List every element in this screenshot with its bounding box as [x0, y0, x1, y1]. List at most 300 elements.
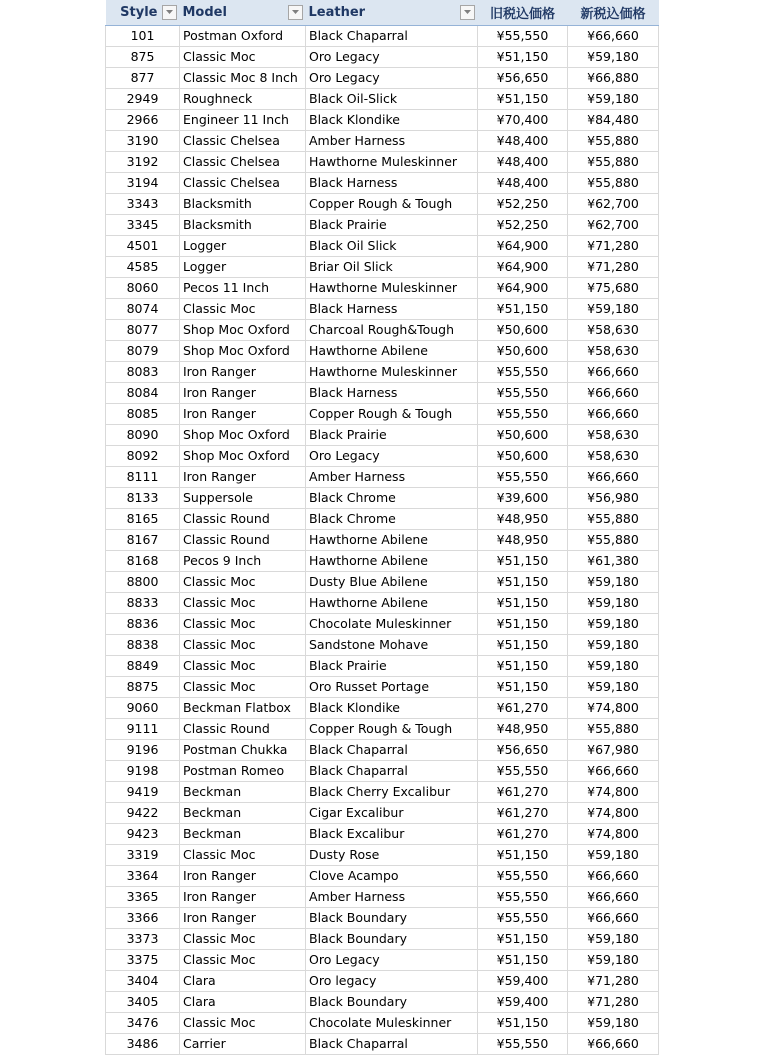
cell-new-price[interactable]: ¥71,280	[568, 256, 659, 277]
cell-leather[interactable]: Chocolate Muleskinner	[306, 1012, 478, 1033]
cell-model[interactable]: Clara	[180, 970, 306, 991]
filter-leather-button[interactable]	[460, 5, 475, 20]
table-row	[106, 529, 659, 550]
cell-model[interactable]: Classic Moc	[180, 46, 306, 67]
cell-leather[interactable]: Dusty Blue Abilene	[306, 571, 478, 592]
cell-model[interactable]: Iron Ranger	[180, 382, 306, 403]
cell-leather[interactable]: Hawthorne Abilene	[306, 529, 478, 550]
cell-new-price[interactable]: ¥66,660	[568, 865, 659, 886]
cell-old-price[interactable]: ¥61,270	[478, 823, 568, 844]
cell-style[interactable]: 9198	[106, 760, 180, 781]
cell-leather[interactable]: Briar Oil Slick	[306, 256, 478, 277]
table-row	[106, 403, 659, 424]
cell-model[interactable]: Suppersole	[180, 487, 306, 508]
cell-model[interactable]: Classic Round	[180, 508, 306, 529]
cell-model[interactable]: Roughneck	[180, 88, 306, 109]
cell-old-price[interactable]: ¥59,400	[478, 970, 568, 991]
cell-old-price[interactable]: ¥50,600	[478, 424, 568, 445]
cell-model[interactable]: Clara	[180, 991, 306, 1012]
table-row	[106, 823, 659, 844]
header-new-price-label: 新税込価格	[580, 6, 646, 22]
cell-leather[interactable]: Black Oil Slick	[306, 235, 478, 256]
cell-new-price[interactable]: ¥75,680	[568, 277, 659, 298]
cell-old-price[interactable]: ¥48,400	[478, 151, 568, 172]
cell-leather[interactable]: Dusty Rose	[306, 844, 478, 865]
cell-old-price[interactable]: ¥48,950	[478, 529, 568, 550]
cell-new-price[interactable]: ¥74,800	[568, 823, 659, 844]
cell-new-price[interactable]: ¥66,660	[568, 907, 659, 928]
cell-model[interactable]: Pecos 11 Inch	[180, 277, 306, 298]
cell-leather[interactable]: Sandstone Mohave	[306, 634, 478, 655]
cell-new-price[interactable]: ¥59,180	[568, 655, 659, 676]
cell-leather[interactable]: Clove Acampo	[306, 865, 478, 886]
cell-old-price[interactable]: ¥39,600	[478, 487, 568, 508]
table-row	[106, 508, 659, 529]
cell-model[interactable]: Classic Moc	[180, 949, 306, 970]
cell-new-price[interactable]: ¥59,180	[568, 949, 659, 970]
cell-style[interactable]: 3194	[106, 172, 180, 193]
cell-old-price[interactable]: ¥50,600	[478, 340, 568, 361]
cell-new-price[interactable]: ¥59,180	[568, 571, 659, 592]
cell-leather[interactable]: Hawthorne Muleskinner	[306, 151, 478, 172]
cell-style[interactable]: 3190	[106, 130, 180, 151]
cell-old-price[interactable]: ¥51,150	[478, 949, 568, 970]
cell-model[interactable]: Classic Moc	[180, 298, 306, 319]
cell-old-price[interactable]: ¥48,400	[478, 172, 568, 193]
cell-model[interactable]: Shop Moc Oxford	[180, 445, 306, 466]
cell-old-price[interactable]: ¥51,150	[478, 1012, 568, 1033]
cell-leather[interactable]: Cigar Excalibur	[306, 802, 478, 823]
cell-style[interactable]: 3192	[106, 151, 180, 172]
cell-old-price[interactable]: ¥51,150	[478, 592, 568, 613]
cell-model[interactable]: Beckman	[180, 802, 306, 823]
table-row	[106, 25, 659, 46]
cell-new-price[interactable]: ¥59,180	[568, 46, 659, 67]
cell-leather[interactable]: Oro Legacy	[306, 949, 478, 970]
cell-style[interactable]: 8077	[106, 319, 180, 340]
cell-model[interactable]: Engineer 11 Inch	[180, 109, 306, 130]
cell-model[interactable]: Classic Round	[180, 718, 306, 739]
cell-new-price[interactable]: ¥59,180	[568, 88, 659, 109]
cell-old-price[interactable]: ¥51,150	[478, 655, 568, 676]
dropdown-arrow-icon	[463, 9, 472, 15]
cell-leather[interactable]: Oro Legacy	[306, 46, 478, 67]
cell-leather[interactable]: Black Harness	[306, 298, 478, 319]
cell-model[interactable]: Classic Moc	[180, 844, 306, 865]
cell-new-price[interactable]: ¥59,180	[568, 592, 659, 613]
cell-new-price[interactable]: ¥66,660	[568, 760, 659, 781]
table-row	[106, 760, 659, 781]
cell-new-price[interactable]: ¥84,480	[568, 109, 659, 130]
cell-new-price[interactable]: ¥59,180	[568, 844, 659, 865]
cell-style[interactable]: 8167	[106, 529, 180, 550]
header-style	[106, 0, 180, 25]
cell-leather[interactable]: Black Harness	[306, 172, 478, 193]
cell-new-price[interactable]: ¥58,630	[568, 340, 659, 361]
cell-model[interactable]: Blacksmith	[180, 193, 306, 214]
cell-leather[interactable]: Oro Legacy	[306, 67, 478, 88]
cell-style[interactable]: 8060	[106, 277, 180, 298]
cell-new-price[interactable]: ¥71,280	[568, 235, 659, 256]
header-leather-label: Leather	[308, 4, 366, 20]
cell-model[interactable]: Classic Moc	[180, 571, 306, 592]
cell-style[interactable]: 8079	[106, 340, 180, 361]
cell-style[interactable]: 8133	[106, 487, 180, 508]
cell-old-price[interactable]: ¥55,550	[478, 865, 568, 886]
cell-new-price[interactable]: ¥62,700	[568, 193, 659, 214]
cell-leather[interactable]: Black Chaparral	[306, 739, 478, 760]
cell-model[interactable]: Pecos 9 Inch	[180, 550, 306, 571]
cell-old-price[interactable]: ¥70,400	[478, 109, 568, 130]
cell-leather[interactable]: Amber Harness	[306, 886, 478, 907]
cell-leather[interactable]: Copper Rough & Tough	[306, 403, 478, 424]
cell-old-price[interactable]: ¥55,550	[478, 361, 568, 382]
cell-new-price[interactable]: ¥55,880	[568, 529, 659, 550]
cell-new-price[interactable]: ¥66,660	[568, 25, 659, 46]
cell-new-price[interactable]: ¥71,280	[568, 970, 659, 991]
cell-model[interactable]: Iron Ranger	[180, 907, 306, 928]
header-old-price-label: 旧税込価格	[489, 6, 555, 22]
cell-style[interactable]: 3319	[106, 844, 180, 865]
cell-style[interactable]: 3476	[106, 1012, 180, 1033]
cell-style[interactable]: 4585	[106, 256, 180, 277]
cell-old-price[interactable]: ¥51,150	[478, 613, 568, 634]
cell-style[interactable]: 3486	[106, 1033, 180, 1054]
cell-old-price[interactable]: ¥51,150	[478, 844, 568, 865]
cell-new-price[interactable]: ¥66,660	[568, 361, 659, 382]
cell-style[interactable]: 3375	[106, 949, 180, 970]
cell-style[interactable]: 8111	[106, 466, 180, 487]
cell-leather[interactable]: Black Prairie	[306, 214, 478, 235]
table-row	[106, 781, 659, 802]
cell-model[interactable]: Classic Chelsea	[180, 130, 306, 151]
cell-old-price[interactable]: ¥55,550	[478, 403, 568, 424]
table-row	[106, 949, 659, 970]
cell-new-price[interactable]: ¥66,660	[568, 382, 659, 403]
cell-model[interactable]: Shop Moc Oxford	[180, 424, 306, 445]
cell-leather[interactable]: Black Boundary	[306, 907, 478, 928]
cell-old-price[interactable]: ¥61,270	[478, 802, 568, 823]
cell-new-price[interactable]: ¥59,180	[568, 1012, 659, 1033]
table-row	[106, 445, 659, 466]
cell-style[interactable]: 8084	[106, 382, 180, 403]
cell-leather[interactable]: Copper Rough & Tough	[306, 193, 478, 214]
table-row	[106, 151, 659, 172]
cell-leather[interactable]: Copper Rough & Tough	[306, 718, 478, 739]
cell-model[interactable]: Iron Ranger	[180, 403, 306, 424]
cell-style[interactable]: 4501	[106, 235, 180, 256]
cell-old-price[interactable]: ¥51,150	[478, 928, 568, 949]
cell-leather[interactable]: Charcoal Rough&Tough	[306, 319, 478, 340]
cell-new-price[interactable]: ¥74,800	[568, 802, 659, 823]
table-row	[106, 361, 659, 382]
table-row	[106, 67, 659, 88]
cell-old-price[interactable]: ¥55,550	[478, 1033, 568, 1054]
cell-leather[interactable]: Black Oil-Slick	[306, 88, 478, 109]
cell-leather[interactable]: Black Cherry Excalibur	[306, 781, 478, 802]
cell-leather[interactable]: Black Chaparral	[306, 760, 478, 781]
cell-model[interactable]: Carrier	[180, 1033, 306, 1054]
cell-new-price[interactable]: ¥66,660	[568, 1033, 659, 1054]
cell-style[interactable]: 8836	[106, 613, 180, 634]
table-row	[106, 886, 659, 907]
cell-style[interactable]: 875	[106, 46, 180, 67]
table-row	[106, 550, 659, 571]
table-row	[106, 319, 659, 340]
cell-leather[interactable]: Hawthorne Abilene	[306, 592, 478, 613]
header-model	[180, 0, 306, 25]
cell-old-price[interactable]: ¥55,550	[478, 907, 568, 928]
cell-style[interactable]: 3364	[106, 865, 180, 886]
cell-old-price[interactable]: ¥48,400	[478, 130, 568, 151]
filter-style-button[interactable]	[162, 5, 177, 20]
cell-model[interactable]: Iron Ranger	[180, 361, 306, 382]
table-row	[106, 340, 659, 361]
table-row	[106, 214, 659, 235]
cell-leather[interactable]: Black Chaparral	[306, 25, 478, 46]
table-row	[106, 382, 659, 403]
cell-new-price[interactable]: ¥74,800	[568, 697, 659, 718]
cell-leather[interactable]: Black Chrome	[306, 487, 478, 508]
table-row	[106, 1012, 659, 1033]
cell-model[interactable]: Shop Moc Oxford	[180, 319, 306, 340]
table-row	[106, 907, 659, 928]
cell-model[interactable]: Iron Ranger	[180, 886, 306, 907]
cell-old-price[interactable]: ¥52,250	[478, 214, 568, 235]
cell-style[interactable]: 8090	[106, 424, 180, 445]
cell-style[interactable]: 8092	[106, 445, 180, 466]
cell-leather[interactable]: Black Harness	[306, 382, 478, 403]
cell-leather[interactable]: Hawthorne Abilene	[306, 550, 478, 571]
cell-model[interactable]: Postman Chukka	[180, 739, 306, 760]
cell-new-price[interactable]: ¥59,180	[568, 634, 659, 655]
cell-model[interactable]: Classic Moc 8 Inch	[180, 67, 306, 88]
cell-leather[interactable]: Hawthorne Abilene	[306, 340, 478, 361]
cell-style[interactable]: 8849	[106, 655, 180, 676]
cell-new-price[interactable]: ¥55,880	[568, 130, 659, 151]
header-new-price	[568, 0, 659, 25]
cell-old-price[interactable]: ¥51,150	[478, 571, 568, 592]
cell-leather[interactable]: Black Prairie	[306, 655, 478, 676]
cell-style[interactable]: 2966	[106, 109, 180, 130]
header-row	[106, 0, 659, 25]
cell-new-price[interactable]: ¥66,660	[568, 466, 659, 487]
cell-model[interactable]: Postman Oxford	[180, 25, 306, 46]
cell-style[interactable]: 8833	[106, 592, 180, 613]
cell-style[interactable]: 9423	[106, 823, 180, 844]
header-leather	[306, 0, 478, 25]
table-row	[106, 991, 659, 1012]
table-row	[106, 466, 659, 487]
cell-old-price[interactable]: ¥55,550	[478, 466, 568, 487]
cell-model[interactable]: Logger	[180, 256, 306, 277]
cell-model[interactable]: Classic Round	[180, 529, 306, 550]
cell-old-price[interactable]: ¥51,150	[478, 46, 568, 67]
cell-leather[interactable]: Amber Harness	[306, 466, 478, 487]
cell-new-price[interactable]: ¥74,800	[568, 781, 659, 802]
table-body	[106, 25, 659, 1054]
filter-model-button[interactable]	[288, 5, 303, 20]
cell-old-price[interactable]: ¥55,550	[478, 25, 568, 46]
cell-new-price[interactable]: ¥66,660	[568, 886, 659, 907]
cell-new-price[interactable]: ¥71,280	[568, 991, 659, 1012]
cell-style[interactable]: 3366	[106, 907, 180, 928]
cell-model[interactable]: Classic Chelsea	[180, 172, 306, 193]
cell-style[interactable]: 2949	[106, 88, 180, 109]
dropdown-arrow-icon	[291, 9, 300, 15]
cell-leather[interactable]: Black Chrome	[306, 508, 478, 529]
cell-style[interactable]: 3345	[106, 214, 180, 235]
cell-old-price[interactable]: ¥50,600	[478, 319, 568, 340]
cell-model[interactable]: Blacksmith	[180, 214, 306, 235]
cell-style[interactable]: 3343	[106, 193, 180, 214]
cell-leather[interactable]: Black Klondike	[306, 109, 478, 130]
cell-leather[interactable]: Black Boundary	[306, 991, 478, 1012]
table-row	[106, 802, 659, 823]
table-row	[106, 844, 659, 865]
cell-style[interactable]: 9196	[106, 739, 180, 760]
cell-model[interactable]: Postman Romeo	[180, 760, 306, 781]
cell-leather[interactable]: Hawthorne Muleskinner	[306, 277, 478, 298]
price-table	[105, 0, 659, 1055]
cell-model[interactable]: Beckman Flatbox	[180, 697, 306, 718]
cell-new-price[interactable]: ¥62,700	[568, 214, 659, 235]
cell-style[interactable]: 877	[106, 67, 180, 88]
cell-old-price[interactable]: ¥55,550	[478, 886, 568, 907]
cell-old-price[interactable]: ¥51,150	[478, 298, 568, 319]
cell-new-price[interactable]: ¥59,180	[568, 676, 659, 697]
cell-model[interactable]: Classic Moc	[180, 928, 306, 949]
cell-old-price[interactable]: ¥55,550	[478, 382, 568, 403]
table-row	[106, 235, 659, 256]
cell-old-price[interactable]: ¥50,600	[478, 445, 568, 466]
table-row	[106, 298, 659, 319]
table-row	[106, 634, 659, 655]
cell-leather[interactable]: Oro legacy	[306, 970, 478, 991]
header-style-label: Style	[120, 4, 158, 20]
cell-leather[interactable]: Chocolate Muleskinner	[306, 613, 478, 634]
cell-model[interactable]: Classic Moc	[180, 613, 306, 634]
cell-style[interactable]: 8165	[106, 508, 180, 529]
cell-leather[interactable]: Black Excalibur	[306, 823, 478, 844]
cell-old-price[interactable]: ¥61,270	[478, 781, 568, 802]
table-row	[106, 592, 659, 613]
cell-style[interactable]: 9060	[106, 697, 180, 718]
cell-leather[interactable]: Oro Legacy	[306, 445, 478, 466]
cell-leather[interactable]: Amber Harness	[306, 130, 478, 151]
table-row	[106, 718, 659, 739]
cell-new-price[interactable]: ¥55,880	[568, 508, 659, 529]
cell-model[interactable]: Classic Moc	[180, 655, 306, 676]
cell-leather[interactable]: Oro Russet Portage	[306, 676, 478, 697]
cell-model[interactable]: Iron Ranger	[180, 865, 306, 886]
header-old-price	[478, 0, 568, 25]
cell-model[interactable]: Classic Chelsea	[180, 151, 306, 172]
cell-new-price[interactable]: ¥59,180	[568, 298, 659, 319]
cell-model[interactable]: Beckman	[180, 823, 306, 844]
table-row	[106, 277, 659, 298]
cell-style[interactable]: 3404	[106, 970, 180, 991]
cell-leather[interactable]: Black Boundary	[306, 928, 478, 949]
cell-old-price[interactable]: ¥51,150	[478, 88, 568, 109]
cell-new-price[interactable]: ¥66,660	[568, 403, 659, 424]
cell-new-price[interactable]: ¥55,880	[568, 718, 659, 739]
table-row	[106, 1033, 659, 1054]
cell-style[interactable]: 3405	[106, 991, 180, 1012]
cell-model[interactable]: Classic Moc	[180, 676, 306, 697]
cell-style[interactable]: 8074	[106, 298, 180, 319]
cell-old-price[interactable]: ¥51,150	[478, 550, 568, 571]
table-row	[106, 739, 659, 760]
cell-new-price[interactable]: ¥55,880	[568, 172, 659, 193]
dropdown-arrow-icon	[165, 9, 174, 15]
cell-style[interactable]: 8800	[106, 571, 180, 592]
spreadsheet-table-container	[105, 0, 658, 1055]
cell-style[interactable]: 8083	[106, 361, 180, 382]
cell-old-price[interactable]: ¥61,270	[478, 697, 568, 718]
cell-new-price[interactable]: ¥56,980	[568, 487, 659, 508]
cell-old-price[interactable]: ¥64,900	[478, 277, 568, 298]
cell-style[interactable]: 8168	[106, 550, 180, 571]
cell-style[interactable]: 8838	[106, 634, 180, 655]
cell-new-price[interactable]: ¥59,180	[568, 613, 659, 634]
cell-style[interactable]: 101	[106, 25, 180, 46]
cell-new-price[interactable]: ¥58,630	[568, 445, 659, 466]
cell-old-price[interactable]: ¥51,150	[478, 634, 568, 655]
cell-old-price[interactable]: ¥52,250	[478, 193, 568, 214]
cell-new-price[interactable]: ¥58,630	[568, 424, 659, 445]
cell-style[interactable]: 3373	[106, 928, 180, 949]
table-row	[106, 571, 659, 592]
cell-new-price[interactable]: ¥61,380	[568, 550, 659, 571]
cell-old-price[interactable]: ¥59,400	[478, 991, 568, 1012]
cell-style[interactable]: 9111	[106, 718, 180, 739]
table-row	[106, 256, 659, 277]
cell-model[interactable]: Iron Ranger	[180, 466, 306, 487]
cell-new-price[interactable]: ¥66,880	[568, 67, 659, 88]
cell-style[interactable]: 9419	[106, 781, 180, 802]
table-row	[106, 655, 659, 676]
cell-style[interactable]: 8875	[106, 676, 180, 697]
cell-model[interactable]: Classic Moc	[180, 634, 306, 655]
cell-new-price[interactable]: ¥59,180	[568, 928, 659, 949]
cell-old-price[interactable]: ¥56,650	[478, 67, 568, 88]
cell-style[interactable]: 8085	[106, 403, 180, 424]
cell-model[interactable]: Classic Moc	[180, 592, 306, 613]
cell-leather[interactable]: Black Prairie	[306, 424, 478, 445]
cell-style[interactable]: 3365	[106, 886, 180, 907]
cell-leather[interactable]: Hawthorne Muleskinner	[306, 361, 478, 382]
cell-model[interactable]: Classic Moc	[180, 1012, 306, 1033]
cell-old-price[interactable]: ¥64,900	[478, 256, 568, 277]
cell-old-price[interactable]: ¥64,900	[478, 235, 568, 256]
table-row	[106, 193, 659, 214]
cell-old-price[interactable]: ¥51,150	[478, 676, 568, 697]
cell-old-price[interactable]: ¥48,950	[478, 508, 568, 529]
cell-new-price[interactable]: ¥55,880	[568, 151, 659, 172]
cell-leather[interactable]: Black Klondike	[306, 697, 478, 718]
cell-old-price[interactable]: ¥55,550	[478, 760, 568, 781]
cell-old-price[interactable]: ¥56,650	[478, 739, 568, 760]
cell-model[interactable]: Logger	[180, 235, 306, 256]
cell-old-price[interactable]: ¥48,950	[478, 718, 568, 739]
cell-model[interactable]: Beckman	[180, 781, 306, 802]
cell-leather[interactable]: Black Chaparral	[306, 1033, 478, 1054]
cell-new-price[interactable]: ¥58,630	[568, 319, 659, 340]
cell-model[interactable]: Shop Moc Oxford	[180, 340, 306, 361]
cell-new-price[interactable]: ¥67,980	[568, 739, 659, 760]
cell-style[interactable]: 9422	[106, 802, 180, 823]
